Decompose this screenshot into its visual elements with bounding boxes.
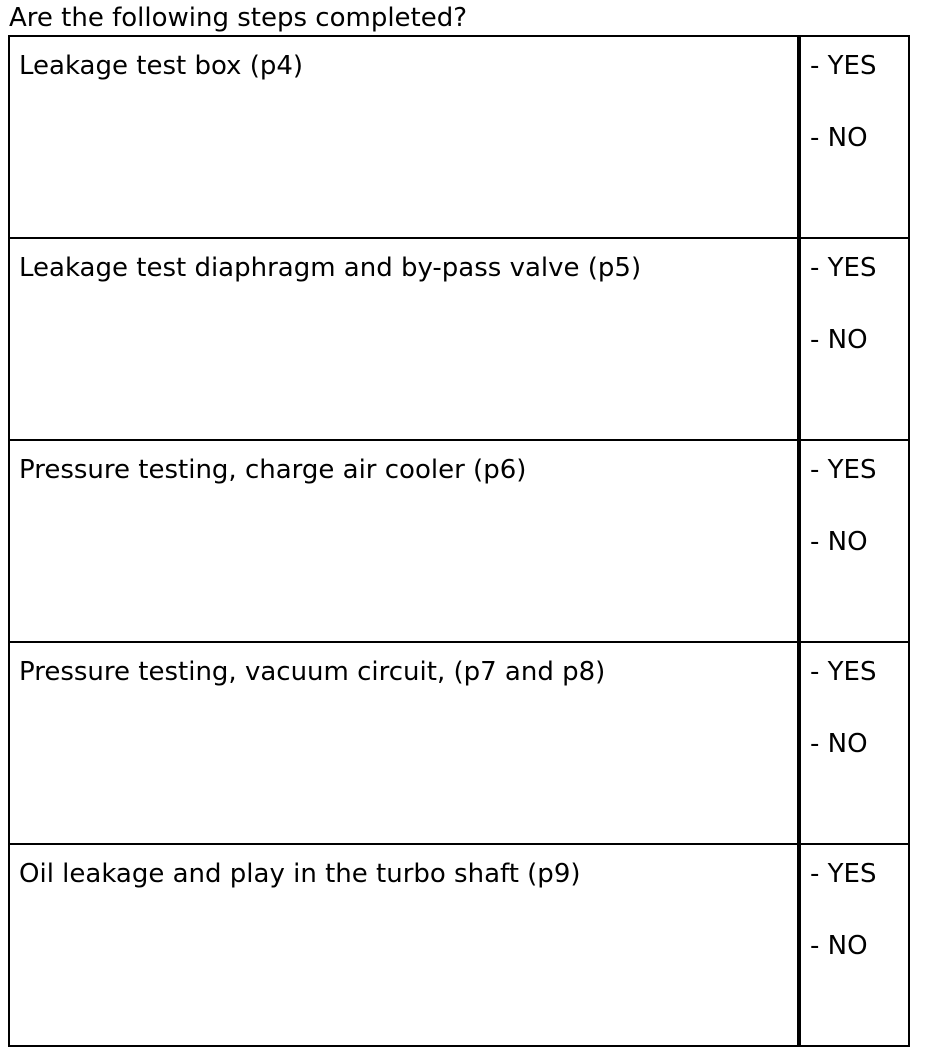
answer-cell [799, 844, 909, 1046]
step-label: Pressure testing, vacuum circuit, (p7 and p8) [19, 657, 606, 687]
step-cell [9, 642, 799, 844]
yes-option[interactable]: - YES [810, 455, 877, 485]
checklist-row [9, 844, 909, 1046]
step-cell [9, 238, 799, 440]
no-option[interactable]: - NO [810, 325, 868, 355]
checklist-row [9, 440, 909, 642]
yes-option[interactable]: - YES [810, 657, 877, 687]
checklist-row [9, 238, 909, 440]
step-label: Oil leakage and play in the turbo shaft (p9) [19, 859, 581, 889]
step-cell [9, 844, 799, 1046]
step-label: Leakage test diaphragm and by-pass valve (p5) [19, 253, 642, 283]
no-option[interactable]: - NO [810, 527, 868, 557]
no-option[interactable]: - NO [810, 123, 868, 153]
answer-cell [799, 36, 909, 238]
steps-checklist-table [8, 35, 910, 1047]
step-cell [9, 36, 799, 238]
answer-cell [799, 440, 909, 642]
no-option[interactable]: - NO [810, 931, 868, 961]
checklist-row [9, 36, 909, 238]
yes-option[interactable]: - YES [810, 859, 877, 889]
step-label: Leakage test box (p4) [19, 51, 304, 81]
checklist-row [9, 642, 909, 844]
no-option[interactable]: - NO [810, 729, 868, 759]
question-heading: Are the following steps completed? [9, 3, 468, 33]
answer-cell [799, 238, 909, 440]
yes-option[interactable]: - YES [810, 51, 877, 81]
step-label: Pressure testing, charge air cooler (p6) [19, 455, 527, 485]
answer-cell [799, 642, 909, 844]
yes-option[interactable]: - YES [810, 253, 877, 283]
step-cell [9, 440, 799, 642]
